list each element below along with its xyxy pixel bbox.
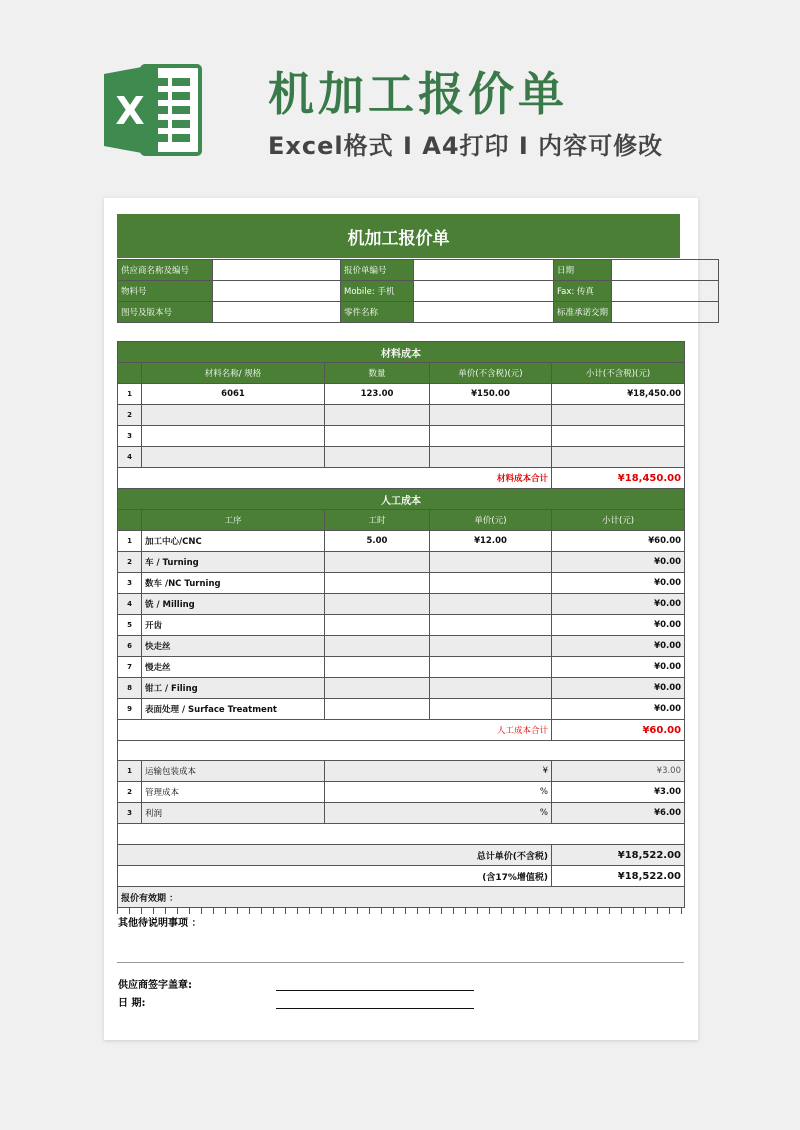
banner: [0, 0, 800, 200]
unit-cell[interactable]: %: [325, 782, 552, 803]
table-row: 1 6061 123.00 ¥150.00 ¥18,450.00: [118, 384, 685, 405]
quote-number-field[interactable]: [414, 260, 554, 281]
column-header: 工时: [325, 510, 430, 531]
signature-line[interactable]: [276, 990, 474, 991]
column-header: 小计(元): [552, 510, 685, 531]
header-label: 报价单编号: [341, 260, 414, 281]
process-cell[interactable]: 快走丝: [142, 636, 325, 657]
cost-item-cell: 运输包装成本: [142, 761, 325, 782]
labor-total-value: ¥60.00: [552, 720, 685, 741]
column-header: 工序: [142, 510, 325, 531]
subtotal-cell: ¥0.00: [552, 615, 685, 636]
column-header: 单价(不含税)(元): [430, 363, 552, 384]
delivery-field[interactable]: [612, 302, 719, 323]
table-row: 4: [118, 447, 685, 468]
subtotal-cell: ¥60.00: [552, 531, 685, 552]
subtotal-cell: ¥0.00: [552, 699, 685, 720]
notes-label: 其他待说明事项 ：: [118, 918, 202, 929]
part-name-field[interactable]: [414, 302, 554, 323]
column-header: 材料名称/ 规格: [142, 363, 325, 384]
table-row: 6 快走丝 ¥0.00: [118, 636, 685, 657]
total-value: ¥18,522.00: [552, 845, 685, 866]
signature-label: 供应商签字盖章:: [118, 980, 192, 991]
header-label: Fax: 传真: [554, 281, 612, 302]
labor-section-title: 人工成本: [118, 489, 685, 510]
table-row: 7 慢走丝 ¥0.00: [118, 657, 685, 678]
table-row: 9 表面处理 / Surface Treatment ¥0.00: [118, 699, 685, 720]
supplier-field[interactable]: [213, 260, 341, 281]
header-info: [117, 259, 684, 323]
process-cell[interactable]: 数车 /NC Turning: [142, 573, 325, 594]
header-label: 供应商名称及编号: [118, 260, 213, 281]
subtotal-cell: ¥0.00: [552, 678, 685, 699]
mobile-field[interactable]: [414, 281, 554, 302]
column-header: 单价(元): [430, 510, 552, 531]
table-row: 5 开齿 ¥0.00: [118, 615, 685, 636]
svg-text:X: X: [115, 89, 145, 133]
header-label: 图号及版本号: [118, 302, 213, 323]
process-cell[interactable]: 表面处理 / Surface Treatment: [142, 699, 325, 720]
subtotal-cell: ¥0.00: [552, 657, 685, 678]
process-cell[interactable]: 加工中心/CNC: [142, 531, 325, 552]
validity-label[interactable]: 报价有效期 ：: [118, 887, 685, 908]
cost-value-cell: ¥3.00: [552, 782, 685, 803]
quantity-cell[interactable]: 123.00: [325, 384, 430, 405]
unit-cell[interactable]: %: [325, 803, 552, 824]
column-header: 小计(不含税)(元): [552, 363, 685, 384]
table-row: 2 管理成本 % ¥3.00: [118, 782, 685, 803]
total-label: 总计单价(不含税): [118, 845, 552, 866]
process-cell[interactable]: 钳工 / Filing: [142, 678, 325, 699]
table-row: 4 铣 / Milling ¥0.00: [118, 594, 685, 615]
header-label: Mobile: 手机: [341, 281, 414, 302]
date-field[interactable]: [612, 260, 719, 281]
process-cell[interactable]: 开齿: [142, 615, 325, 636]
header-label: 标准承诺交期: [554, 302, 612, 323]
material-name-cell[interactable]: [142, 426, 325, 447]
subtotal-cell: ¥0.00: [552, 552, 685, 573]
process-cell[interactable]: 慢走丝: [142, 657, 325, 678]
header-label: 零件名称: [341, 302, 414, 323]
subtotal-cell: ¥0.00: [552, 573, 685, 594]
material-name-cell[interactable]: 6061: [142, 384, 325, 405]
subtotal-cell: ¥0.00: [552, 594, 685, 615]
date-label: 日 期:: [118, 998, 146, 1009]
vat-label: (含17%增值税): [118, 866, 552, 887]
price-cell[interactable]: ¥12.00: [430, 531, 552, 552]
unit-cell[interactable]: ¥: [325, 761, 552, 782]
subtotal-cell: ¥18,450.00: [552, 384, 685, 405]
process-cell[interactable]: 车 / Turning: [142, 552, 325, 573]
table-row: 8 钳工 / Filing ¥0.00: [118, 678, 685, 699]
material-total-label: 材料成本合计: [118, 468, 552, 489]
cost-value-cell: ¥3.00: [552, 761, 685, 782]
table-row: 3 利润 % ¥6.00: [118, 803, 685, 824]
excel-icon: [104, 62, 204, 158]
material-name-cell[interactable]: [142, 447, 325, 468]
process-cell[interactable]: 铣 / Milling: [142, 594, 325, 615]
table-row: 2: [118, 405, 685, 426]
material-number-field[interactable]: [213, 281, 341, 302]
fax-field[interactable]: [612, 281, 719, 302]
other-cost-table: [117, 760, 684, 914]
labor-cost-table: [117, 488, 684, 762]
material-section-title: 材料成本: [118, 342, 685, 363]
table-row: 3: [118, 426, 685, 447]
cost-item-cell: 管理成本: [142, 782, 325, 803]
material-name-cell[interactable]: [142, 405, 325, 426]
price-cell[interactable]: ¥150.00: [430, 384, 552, 405]
material-cost-table: [117, 341, 684, 495]
banner-title: 机加工报价单: [268, 67, 568, 121]
vat-value: ¥18,522.00: [552, 866, 685, 887]
table-row: 1 运输包装成本 ¥ ¥3.00: [118, 761, 685, 782]
header-label: 日期: [554, 260, 612, 281]
cost-item-cell: 利润: [142, 803, 325, 824]
drawing-field[interactable]: [213, 302, 341, 323]
header-label: 物料号: [118, 281, 213, 302]
table-row: 1 加工中心/CNC 5.00 ¥12.00 ¥60.00: [118, 531, 685, 552]
cost-value-cell: ¥6.00: [552, 803, 685, 824]
column-header: 数量: [325, 363, 430, 384]
table-row: 3 数车 /NC Turning ¥0.00: [118, 573, 685, 594]
hours-cell[interactable]: 5.00: [325, 531, 430, 552]
subtotal-cell: ¥0.00: [552, 636, 685, 657]
banner-subtitle: Excel格式 I A4打印 I 内容可修改: [268, 132, 664, 160]
material-total-value: ¥18,450.00: [552, 468, 685, 489]
table-row: 2 车 / Turning ¥0.00: [118, 552, 685, 573]
sheet-title: 机加工报价单: [117, 214, 680, 258]
labor-total-label: 人工成本合计: [118, 720, 552, 741]
date-line[interactable]: [276, 1008, 474, 1009]
